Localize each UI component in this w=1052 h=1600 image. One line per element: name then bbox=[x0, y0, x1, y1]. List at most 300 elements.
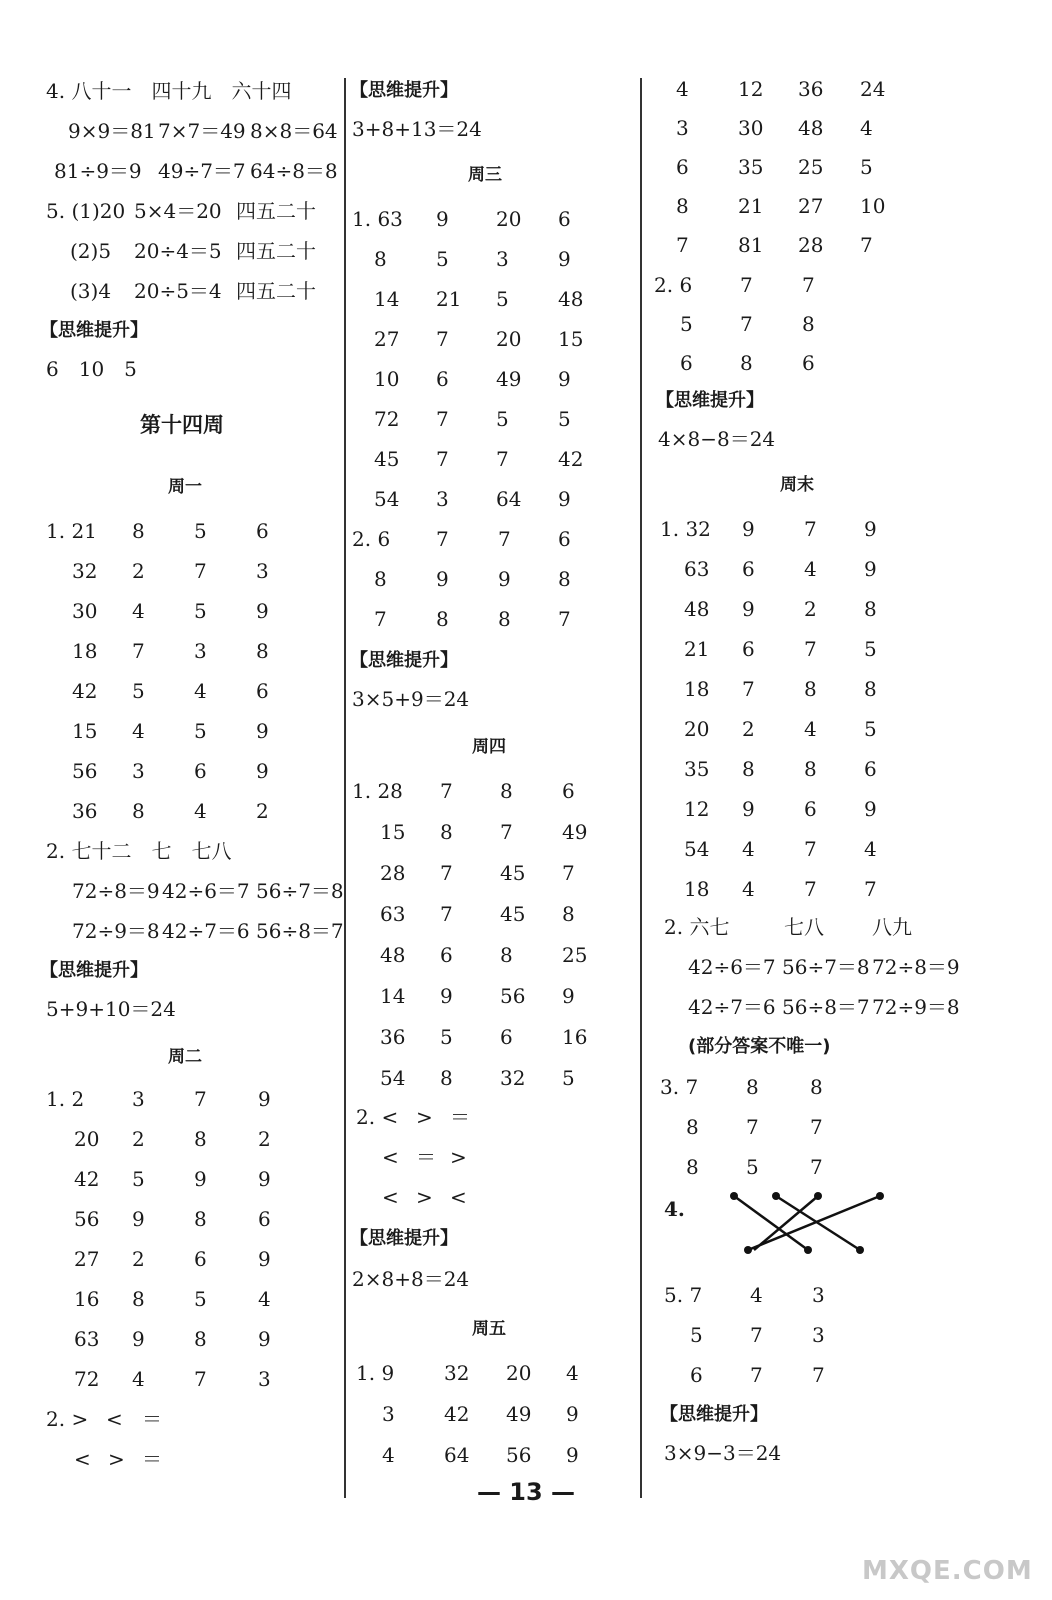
mid-thinking-answer-2: 3×5+9＝24 bbox=[352, 687, 470, 711]
cell: 4 bbox=[804, 557, 817, 581]
cell: 15 bbox=[380, 820, 406, 844]
cell: 36 bbox=[380, 1025, 406, 1049]
cell: 8 bbox=[804, 677, 817, 701]
cell: 2 bbox=[132, 1247, 145, 1271]
cell: 3 bbox=[436, 487, 449, 511]
cell: 6 bbox=[562, 779, 575, 803]
cell: 4 bbox=[566, 1361, 579, 1385]
cell: 3 bbox=[132, 1087, 145, 1111]
cell: 7 bbox=[742, 677, 755, 701]
page-number: — 13 — bbox=[476, 1478, 576, 1506]
cell: 4 bbox=[132, 719, 145, 743]
cell: 10 bbox=[374, 367, 400, 391]
cell: 6 bbox=[440, 943, 453, 967]
cell: 24 bbox=[860, 77, 886, 101]
cell: 7 bbox=[802, 273, 815, 297]
cell: 4 bbox=[676, 77, 689, 101]
cell: 7 bbox=[750, 1363, 763, 1387]
cell: 4 bbox=[132, 599, 145, 623]
cell: 5 bbox=[860, 155, 873, 179]
cell: 6 bbox=[742, 637, 755, 661]
cell: 42÷6＝7 bbox=[162, 879, 250, 903]
watermark: MXQE.COM bbox=[862, 1556, 1033, 1586]
cell: 7 bbox=[194, 559, 207, 583]
cell: 45 bbox=[374, 447, 400, 471]
cell: 10 bbox=[860, 194, 886, 218]
weekend-note: (部分答案不唯一) bbox=[688, 1036, 831, 1057]
cell: 7 bbox=[812, 1363, 825, 1387]
match-dot bbox=[876, 1192, 884, 1200]
cell: 9 bbox=[562, 984, 575, 1008]
cell: 3 bbox=[812, 1323, 825, 1347]
cell: 5 bbox=[496, 407, 509, 431]
cell: 48 bbox=[558, 287, 584, 311]
right-thinking-answer-2: 3×9−3＝24 bbox=[664, 1441, 782, 1465]
cell: 八九 bbox=[872, 915, 912, 939]
cell: 四五二十 bbox=[236, 279, 316, 303]
cell: 48 bbox=[380, 943, 406, 967]
cell: 7 bbox=[804, 637, 817, 661]
cell: 8 bbox=[740, 351, 753, 375]
cell: 1. 21 bbox=[46, 519, 97, 543]
cell: 4 bbox=[804, 717, 817, 741]
cell: 4 bbox=[864, 837, 877, 861]
cell: 81 bbox=[738, 233, 764, 257]
cell: 64 bbox=[444, 1443, 470, 1467]
column-divider-left bbox=[344, 78, 346, 1498]
cell: 8 bbox=[500, 779, 513, 803]
cell: > bbox=[108, 1447, 125, 1471]
cell: 8 bbox=[686, 1155, 699, 1179]
cell: 6 bbox=[258, 1207, 271, 1231]
cell: 32 bbox=[72, 559, 98, 583]
match-line bbox=[776, 1196, 860, 1250]
cell: 42 bbox=[74, 1167, 100, 1191]
cell: 6 bbox=[256, 519, 269, 543]
cell: 56 bbox=[72, 759, 98, 783]
cell: 8 bbox=[440, 1066, 453, 1090]
cell: 9 bbox=[742, 797, 755, 821]
cell: ＝ bbox=[416, 1145, 436, 1169]
cell: 7 bbox=[860, 233, 873, 257]
cell: 4 bbox=[194, 799, 207, 823]
left-thinking-answer-2: 5+9+10＝24 bbox=[46, 997, 176, 1021]
heading-monday: 周一 bbox=[168, 477, 202, 497]
cell: 9 bbox=[258, 1247, 271, 1271]
cell: 12 bbox=[738, 77, 764, 101]
cell: 30 bbox=[72, 599, 98, 623]
cell: 6 bbox=[194, 1247, 207, 1271]
cell: 7 bbox=[436, 407, 449, 431]
cell: 36 bbox=[72, 799, 98, 823]
cell: 42÷7＝6 bbox=[162, 919, 250, 943]
cell: 5 bbox=[440, 1025, 453, 1049]
monday-q2-label: 2. 七十二 七 七八 bbox=[46, 839, 232, 863]
match-dot bbox=[730, 1192, 738, 1200]
cell: 49 bbox=[496, 367, 522, 391]
cell: 9 bbox=[132, 1207, 145, 1231]
cell: 9 bbox=[558, 367, 571, 391]
cell: 8 bbox=[374, 247, 387, 271]
cell: 56 bbox=[500, 984, 526, 1008]
cell: 2 bbox=[132, 559, 145, 583]
match-dot bbox=[744, 1246, 752, 1254]
cell: 8 bbox=[132, 1287, 145, 1311]
heading-weekend: 周末 bbox=[780, 475, 814, 495]
cell: 6 bbox=[558, 527, 571, 551]
cell: 8 bbox=[562, 902, 575, 926]
cell: 3 bbox=[256, 559, 269, 583]
cell: 6 bbox=[804, 797, 817, 821]
cell: 64 bbox=[496, 487, 522, 511]
cell: 七八 bbox=[784, 915, 824, 939]
cell: 5 bbox=[680, 312, 693, 336]
cell: 9 bbox=[258, 1167, 271, 1191]
cell: 2. 6 bbox=[654, 273, 693, 297]
cell: 7 bbox=[440, 779, 453, 803]
cell: 45 bbox=[500, 902, 526, 926]
cell: 8 bbox=[498, 607, 511, 631]
cell: > bbox=[450, 1145, 467, 1169]
cell: 8 bbox=[810, 1075, 823, 1099]
cell: 54 bbox=[380, 1066, 406, 1090]
cell: 7 bbox=[500, 820, 513, 844]
cell: (3)4 bbox=[70, 279, 112, 303]
cell: 4 bbox=[742, 837, 755, 861]
cell: 36 bbox=[798, 77, 824, 101]
cell: 3 bbox=[258, 1367, 271, 1391]
cell: 9 bbox=[742, 597, 755, 621]
cell: 64÷8＝8 bbox=[250, 159, 338, 183]
cell: 8 bbox=[194, 1127, 207, 1151]
cell: 5. (1)20 bbox=[46, 199, 126, 223]
cell: 15 bbox=[558, 327, 584, 351]
left-thinking-heading-1: 【思维提升】 bbox=[40, 320, 148, 341]
cell: 20 bbox=[74, 1127, 100, 1151]
cell: 9 bbox=[864, 797, 877, 821]
cell: 5 bbox=[194, 519, 207, 543]
cell: 27 bbox=[74, 1247, 100, 1271]
cell: 2. 六七 bbox=[664, 915, 730, 939]
cell: < bbox=[382, 1145, 399, 1169]
cell: 8 bbox=[436, 607, 449, 631]
cell: 8 bbox=[676, 194, 689, 218]
cell: 9 bbox=[436, 207, 449, 231]
cell: 8 bbox=[194, 1207, 207, 1231]
cell: 21 bbox=[436, 287, 462, 311]
cell: 63 bbox=[380, 902, 406, 926]
cell: 8 bbox=[746, 1075, 759, 1099]
cell: 25 bbox=[562, 943, 588, 967]
cell: 48 bbox=[798, 116, 824, 140]
cell: 8 bbox=[374, 567, 387, 591]
cell: 42 bbox=[444, 1402, 470, 1426]
mid-thinking-heading-3: 【思维提升】 bbox=[350, 1228, 458, 1249]
cell: 5 bbox=[436, 247, 449, 271]
cell: 32 bbox=[444, 1361, 470, 1385]
cell: 四五二十 bbox=[236, 199, 316, 223]
right-thinking-heading-2: 【思维提升】 bbox=[660, 1404, 768, 1425]
cell: 3 bbox=[132, 759, 145, 783]
cell: 7 bbox=[436, 447, 449, 471]
weekend-q4-label: 4. bbox=[664, 1197, 685, 1221]
cell: 7 bbox=[804, 517, 817, 541]
cell: 1. 2 bbox=[46, 1087, 85, 1111]
match-dot bbox=[856, 1246, 864, 1254]
cell: 16 bbox=[562, 1025, 588, 1049]
cell: 7 bbox=[804, 837, 817, 861]
cell: 15 bbox=[72, 719, 98, 743]
cell: < bbox=[450, 1185, 467, 1209]
cell: 42 bbox=[558, 447, 584, 471]
cell: 8×8＝64 bbox=[250, 119, 338, 143]
cell: 9 bbox=[258, 1327, 271, 1351]
cell: 20 bbox=[496, 207, 522, 231]
cell: < bbox=[74, 1447, 91, 1471]
cell: 8 bbox=[132, 799, 145, 823]
cell: ＝ bbox=[450, 1105, 470, 1129]
cell: 9 bbox=[498, 567, 511, 591]
mid-thinking-answer-3: 2×8+8＝24 bbox=[352, 1267, 470, 1291]
cell: 7 bbox=[562, 861, 575, 885]
cell: 28 bbox=[798, 233, 824, 257]
cell: 54 bbox=[374, 487, 400, 511]
cell: 5 bbox=[746, 1155, 759, 1179]
cell: 8 bbox=[802, 312, 815, 336]
cell: 9 bbox=[436, 567, 449, 591]
cell: 7 bbox=[436, 327, 449, 351]
cell: 3 bbox=[812, 1283, 825, 1307]
cell: 28 bbox=[380, 861, 406, 885]
cell: 25 bbox=[798, 155, 824, 179]
cell: 8 bbox=[500, 943, 513, 967]
cell: 5 bbox=[194, 1287, 207, 1311]
cell: 7 bbox=[864, 877, 877, 901]
cell: 7 bbox=[810, 1115, 823, 1139]
cell: 5 bbox=[132, 679, 145, 703]
cell: ＝ bbox=[142, 1407, 162, 1431]
cell: 9 bbox=[132, 1327, 145, 1351]
cell: 4 bbox=[258, 1287, 271, 1311]
column-divider-right bbox=[640, 78, 642, 1498]
cell: 20÷5＝4 bbox=[134, 279, 222, 303]
cell: 72÷8＝9 bbox=[72, 879, 160, 903]
cell: 6 bbox=[194, 759, 207, 783]
cell: 8 bbox=[256, 639, 269, 663]
cell: 72 bbox=[374, 407, 400, 431]
cell: 8 bbox=[558, 567, 571, 591]
cell: 49 bbox=[506, 1402, 532, 1426]
cell: 四五二十 bbox=[236, 239, 316, 263]
cell: 2 bbox=[256, 799, 269, 823]
cell: 27 bbox=[798, 194, 824, 218]
cell: ＝ bbox=[142, 1447, 162, 1471]
cell: 6 bbox=[256, 679, 269, 703]
cell: 7 bbox=[740, 312, 753, 336]
cell: > bbox=[416, 1105, 433, 1129]
cell: 5 bbox=[864, 637, 877, 661]
cell: < bbox=[106, 1407, 123, 1431]
right-thinking-heading-1: 【思维提升】 bbox=[656, 390, 764, 411]
cell: 56 bbox=[506, 1443, 532, 1467]
cell: 8 bbox=[686, 1115, 699, 1139]
cell: 30 bbox=[738, 116, 764, 140]
cell: 7 bbox=[440, 902, 453, 926]
cell: 56 bbox=[74, 1207, 100, 1231]
cell: > bbox=[416, 1185, 433, 1209]
cell: 6 bbox=[690, 1363, 703, 1387]
cell: 7 bbox=[374, 607, 387, 631]
cell: 42÷6＝7 bbox=[688, 955, 776, 979]
cell: 3. 7 bbox=[660, 1075, 699, 1099]
cell: 9 bbox=[256, 599, 269, 623]
cell: 1. 28 bbox=[352, 779, 403, 803]
cell: 8 bbox=[804, 757, 817, 781]
match-dot bbox=[772, 1192, 780, 1200]
cell: 63 bbox=[74, 1327, 100, 1351]
left-thinking-answer-1: 6 10 5 bbox=[46, 357, 137, 381]
cell: 9 bbox=[256, 759, 269, 783]
heading-tuesday: 周二 bbox=[168, 1047, 202, 1067]
week-title: 第十四周 bbox=[140, 412, 224, 437]
cell: 9 bbox=[558, 487, 571, 511]
cell: 7 bbox=[194, 1367, 207, 1391]
right-thinking-answer-1: 4×8−8＝24 bbox=[658, 427, 776, 451]
mid-thinking-answer-1: 3+8+13＝24 bbox=[352, 117, 482, 141]
cell: 2 bbox=[258, 1127, 271, 1151]
cell: 9 bbox=[256, 719, 269, 743]
heading-wednesday: 周三 bbox=[468, 165, 502, 185]
cell: 7 bbox=[740, 273, 753, 297]
cell: 1. 63 bbox=[352, 207, 403, 231]
cell: 7 bbox=[810, 1155, 823, 1179]
cell: (2)5 bbox=[70, 239, 112, 263]
heading-friday: 周五 bbox=[472, 1319, 506, 1339]
cell: 6 bbox=[500, 1025, 513, 1049]
cell: 2 bbox=[132, 1127, 145, 1151]
cell: 5 bbox=[558, 407, 571, 431]
cell: < bbox=[382, 1185, 399, 1209]
cell: 8 bbox=[440, 820, 453, 844]
left-thinking-heading-2: 【思维提升】 bbox=[40, 960, 148, 981]
cell: 9 bbox=[742, 517, 755, 541]
cell: 20 bbox=[496, 327, 522, 351]
cell: 9 bbox=[864, 517, 877, 541]
cell: 9 bbox=[558, 247, 571, 271]
cell: 9 bbox=[440, 984, 453, 1008]
cell: 7 bbox=[498, 527, 511, 551]
cell: 8 bbox=[194, 1327, 207, 1351]
cell: 32 bbox=[500, 1066, 526, 1090]
cell: 21 bbox=[738, 194, 764, 218]
cell: 72 bbox=[74, 1367, 100, 1391]
cell: 63 bbox=[684, 557, 710, 581]
cell: 72÷9＝8 bbox=[72, 919, 160, 943]
cell: 16 bbox=[74, 1287, 100, 1311]
cell: 72÷9＝8 bbox=[872, 995, 960, 1019]
cell: 2 bbox=[742, 717, 755, 741]
cell: 5 bbox=[690, 1323, 703, 1347]
cell: 5 bbox=[562, 1066, 575, 1090]
matching-lines bbox=[720, 1186, 892, 1260]
cell: 20 bbox=[684, 717, 710, 741]
cell: 9×9＝81 bbox=[68, 119, 156, 143]
cell: 4 bbox=[194, 679, 207, 703]
cell: 54 bbox=[684, 837, 710, 861]
cell: 18 bbox=[684, 677, 710, 701]
cell: 56÷7＝8 bbox=[256, 879, 344, 903]
cell: 35 bbox=[684, 757, 710, 781]
cell: 5×4＝20 bbox=[134, 199, 222, 223]
cell: 6 bbox=[558, 207, 571, 231]
cell: 9 bbox=[566, 1402, 579, 1426]
cell: 2. < bbox=[356, 1105, 399, 1129]
cell: 4 bbox=[742, 877, 755, 901]
cell: 8 bbox=[864, 597, 877, 621]
cell: 7 bbox=[436, 527, 449, 551]
cell: 8 bbox=[132, 519, 145, 543]
cell: 6 bbox=[680, 351, 693, 375]
cell: 42 bbox=[72, 679, 98, 703]
cell: 6 bbox=[864, 757, 877, 781]
cell: 56÷7＝8 bbox=[782, 955, 870, 979]
cell: 3 bbox=[676, 116, 689, 140]
cell: 3 bbox=[382, 1402, 395, 1426]
cell: 49 bbox=[562, 820, 588, 844]
match-dot bbox=[814, 1192, 822, 1200]
cell: 56÷8＝7 bbox=[256, 919, 344, 943]
cell: 4 bbox=[132, 1367, 145, 1391]
cell: 7 bbox=[676, 233, 689, 257]
cell: 6 bbox=[802, 351, 815, 375]
cell: 27 bbox=[374, 327, 400, 351]
cell: 4 bbox=[382, 1443, 395, 1467]
cell: 5 bbox=[496, 287, 509, 311]
mid-thinking-heading-2: 【思维提升】 bbox=[350, 650, 458, 671]
cell: 6 bbox=[676, 155, 689, 179]
left-q4-label: 4. 八十一 四十九 六十四 bbox=[46, 79, 292, 103]
cell: 21 bbox=[684, 637, 710, 661]
cell: 6 bbox=[742, 557, 755, 581]
cell: 49÷7＝7 bbox=[158, 159, 246, 183]
cell: 3 bbox=[194, 639, 207, 663]
cell: 81÷9＝9 bbox=[54, 159, 142, 183]
cell: 7 bbox=[440, 861, 453, 885]
cell: 2 bbox=[804, 597, 817, 621]
cell: 8 bbox=[742, 757, 755, 781]
cell: 5 bbox=[194, 599, 207, 623]
cell: 20÷4＝5 bbox=[134, 239, 222, 263]
cell: 1. 9 bbox=[356, 1361, 395, 1385]
cell: 45 bbox=[500, 861, 526, 885]
cell: 48 bbox=[684, 597, 710, 621]
cell: 9 bbox=[194, 1167, 207, 1191]
cell: 12 bbox=[684, 797, 710, 821]
cell: 9 bbox=[258, 1087, 271, 1111]
cell: 3 bbox=[496, 247, 509, 271]
cell: 72÷8＝9 bbox=[872, 955, 960, 979]
cell: 5 bbox=[864, 717, 877, 741]
cell: 14 bbox=[374, 287, 400, 311]
cell: 4 bbox=[750, 1283, 763, 1307]
match-dot bbox=[804, 1246, 812, 1254]
cell: 9 bbox=[566, 1443, 579, 1467]
cell: 7 bbox=[558, 607, 571, 631]
cell: 5. 7 bbox=[664, 1283, 703, 1307]
cell: 7 bbox=[750, 1323, 763, 1347]
cell: 2. 6 bbox=[352, 527, 391, 551]
mid-thinking-heading-1: 【思维提升】 bbox=[350, 80, 458, 101]
